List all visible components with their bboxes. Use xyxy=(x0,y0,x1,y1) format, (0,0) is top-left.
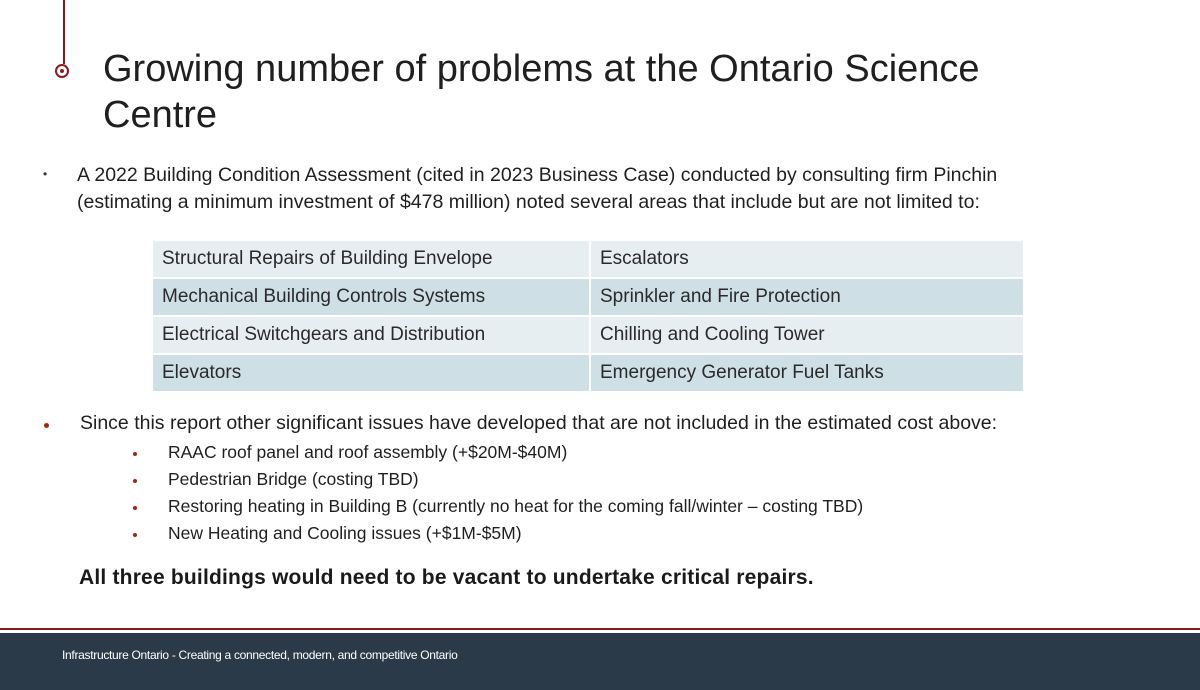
slide-title: Growing number of problems at the Ontario Science Centre xyxy=(103,48,980,136)
footer-bar xyxy=(0,633,1200,690)
title-accent-dot-icon xyxy=(55,64,69,78)
conclusion-statement: All three buildings would need to be vacant to undertake critical repairs. xyxy=(79,566,814,589)
table-cell: Mechanical Building Controls Systems xyxy=(152,278,590,316)
new-issues-bullet: Since this report other significant issues have developed that are not included in the estimated cost above: xyxy=(80,412,998,434)
bullet-marker-icon xyxy=(44,423,49,428)
areas-table xyxy=(151,239,1025,393)
table-cell: Structural Repairs of Building Envelope xyxy=(152,240,590,278)
bullet-marker-icon: • xyxy=(43,167,48,181)
assessment-bullet: A 2022 Building Condition Assessment (cited in 2023 Business Case) conducted by consulting firm Pinchin (estimating a minimum investment of $478 million) noted several areas that include but are not limited to: xyxy=(77,164,998,213)
new-issues-list xyxy=(168,439,863,547)
table-cell: Chilling and Cooling Tower xyxy=(590,316,1024,354)
table-cell: Sprinkler and Fire Protection xyxy=(590,278,1024,316)
table-cell: Electrical Switchgears and Distribution xyxy=(152,316,590,354)
table-row xyxy=(152,240,1024,278)
table-cell: Elevators xyxy=(152,354,590,392)
table-cell: Emergency Generator Fuel Tanks xyxy=(590,354,1024,392)
list-item: Pedestrian Bridge (costing TBD) xyxy=(168,466,863,493)
table-row xyxy=(152,316,1024,354)
table-cell: Escalators xyxy=(590,240,1024,278)
footer-divider xyxy=(0,628,1200,630)
list-item: RAAC roof panel and roof assembly (+$20M-$40M) xyxy=(168,439,863,466)
table-row xyxy=(152,354,1024,392)
title-accent-line xyxy=(63,0,65,64)
footer-text: Infrastructure Ontario - Creating a connected, modern, and competitive Ontario xyxy=(62,648,458,662)
list-item: New Heating and Cooling issues (+$1M-$5M) xyxy=(168,520,863,547)
table-row xyxy=(152,278,1024,316)
list-item: Restoring heating in Building B (currently no heat for the coming fall/winter – costing TBD) xyxy=(168,493,863,520)
